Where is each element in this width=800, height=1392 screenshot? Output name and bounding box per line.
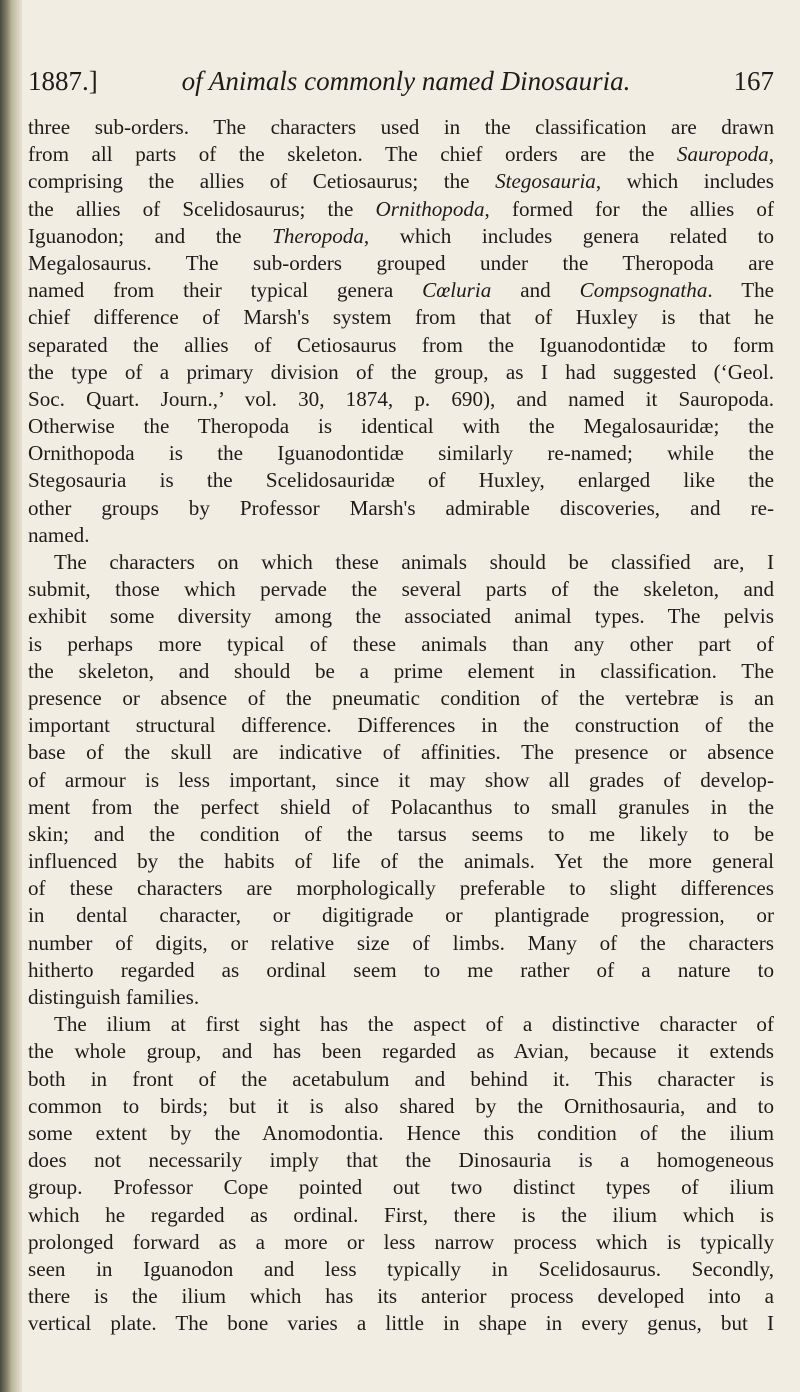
text-line: in dental character, or digitigrade or plantigrade progression, or (28, 903, 774, 928)
book-binding-shadow (0, 0, 22, 1392)
header-title: of Animals commonly named Dinosauria. (181, 66, 631, 96)
text-line: vertical plate. The bone varies a little in shape in every genus, but I (28, 1311, 774, 1336)
text-line: common to birds; but it is also shared by the Ornithosauria, and to (28, 1093, 774, 1118)
text-line: of these characters are morphologically preferable to slight differences (28, 876, 774, 901)
text-line: number of digits, or relative size of limbs. Many of the characters (28, 930, 774, 955)
text-line: of armour is less important, since it may show all grades of develop- (28, 767, 774, 792)
text-line: submit, those which pervade the several parts of the skeleton, and (28, 577, 774, 602)
header-year: 1887.] (28, 66, 98, 96)
text-line: The characters on which these animals should be classified are, I (54, 550, 774, 574)
text-line: does not necessarily imply that the Dinosauria is a homogeneous (28, 1148, 774, 1173)
text-line: important structural difference. Differences in the construction of the (28, 713, 774, 738)
text-line: Soc. Quart. Journ.,’ vol. 30, 1874, p. 690), and named it Sauropoda. (28, 386, 774, 411)
text-line: base of the skull are indicative of affinities. The presence or absence (28, 740, 774, 765)
text-line: which he regarded as ordinal. First, there is the ilium which is (28, 1202, 774, 1227)
text-line: the skeleton, and should be a prime element in classification. The (28, 658, 774, 683)
text-line: separated the allies of Cetiosaurus from the Iguanodontidæ to form (28, 332, 774, 357)
text-line: Otherwise the Theropoda is identical with the Megalosauridæ; the (28, 414, 774, 439)
text-line: Iguanodon; and the Theropoda, which includes genera related to (28, 223, 774, 248)
text-line: ment from the perfect shield of Polacanthus to small granules in the (28, 794, 774, 819)
text-line: the whole group, and has been regarded as Avian, because it extends (28, 1039, 774, 1064)
text-line: Ornithopoda is the Iguanodontidæ similarly re-named; while the (28, 441, 774, 466)
text-line: influenced by the habits of life of the animals. Yet the more general (28, 849, 774, 874)
text-line: three sub-orders. The characters used in the classification are drawn (28, 115, 774, 139)
text-line: seen in Iguanodon and less typically in Scelidosaurus. Secondly, (28, 1256, 774, 1281)
running-header (28, 66, 784, 106)
text-line: comprising the allies of Cetiosaurus; the Stegosauria, which includes (28, 169, 774, 194)
text-line: Megalosaurus. The sub-orders grouped under the Theropoda are (28, 250, 774, 275)
text-line: exhibit some diversity among the associated animal types. The pelvis (28, 604, 774, 629)
text-line: is perhaps more typical of these animals than any other part of (28, 631, 774, 656)
text-line: the type of a primary division of the group, as I had suggested (‘Geol. (28, 359, 774, 384)
text-line: some extent by the Anomodontia. Hence this condition of the ilium (28, 1120, 774, 1145)
page-number: 167 (733, 66, 774, 96)
text-line: from all parts of the skeleton. The chief orders are the Sauropoda, (28, 142, 774, 167)
text-line: both in front of the acetabulum and behind it. This character is (28, 1066, 774, 1091)
text-line: presence or absence of the pneumatic condition of the vertebræ is an (28, 685, 774, 710)
text-line: Stegosauria is the Scelidosauridæ of Huxley, enlarged like the (28, 468, 774, 493)
text-line: there is the ilium which has its anterior process developed into a (28, 1284, 774, 1309)
text-line: group. Professor Cope pointed out two distinct types of ilium (28, 1175, 774, 1200)
body-text (28, 114, 774, 1337)
text-line: named. (28, 522, 90, 547)
text-line: named from their typical genera Cœluria and Compsognatha. The (28, 278, 774, 303)
text-line: skin; and the condition of the tarsus seems to me likely to be (28, 821, 774, 846)
text-line: distinguish families. (28, 985, 200, 1009)
book-page (28, 66, 784, 1337)
text-line: other groups by Professor Marsh's admirable discoveries, and re- (28, 495, 774, 520)
text-line: chief difference of Marsh's system from that of Huxley is that he (28, 305, 774, 330)
text-line: hitherto regarded as ordinal seem to me rather of a nature to (28, 957, 774, 982)
text-line: the allies of Scelidosaurus; the Ornithopoda, formed for the allies of (28, 196, 774, 221)
text-line: prolonged forward as a more or less narrow process which is typically (28, 1229, 774, 1254)
text-line: The ilium at first sight has the aspect of a distinctive character of (54, 1012, 774, 1037)
